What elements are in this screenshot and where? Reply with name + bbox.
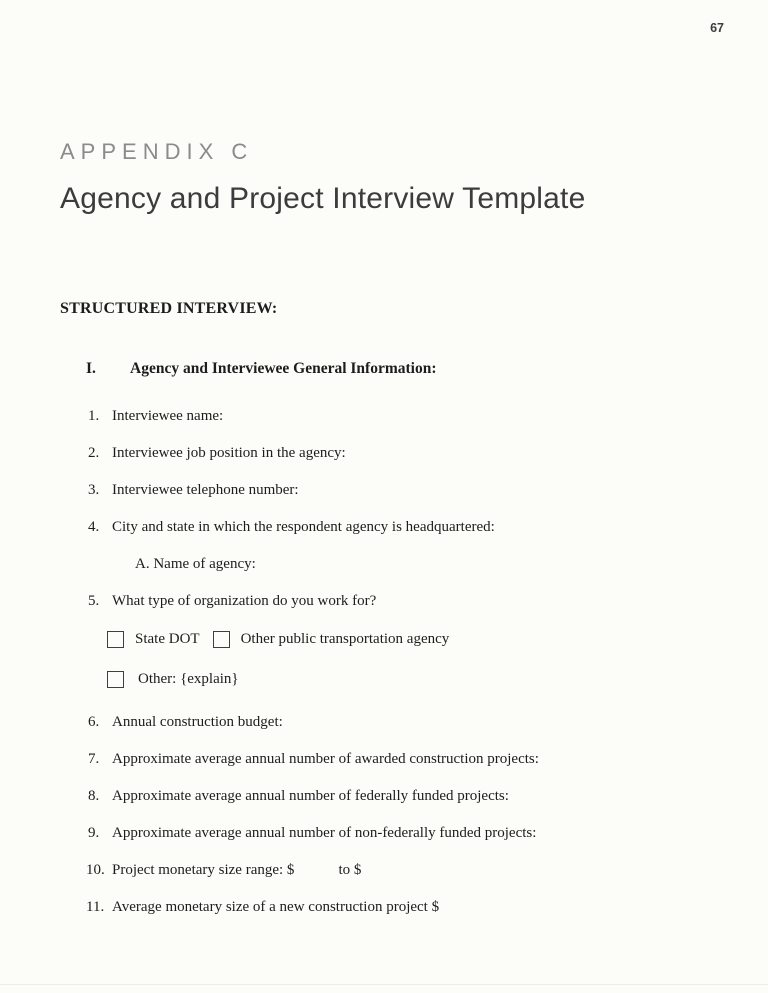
- checkbox-other-icon: [107, 671, 124, 688]
- item-number: 10.: [86, 862, 105, 878]
- item-number: 7.: [88, 751, 100, 767]
- list-item-7: [60, 751, 708, 768]
- item-number: 11.: [86, 899, 105, 915]
- list-item-4: [60, 519, 708, 536]
- item-text-after-blank: to $: [338, 862, 362, 878]
- item-text: Average monetary size of a new construction project $: [112, 899, 440, 915]
- structured-interview-heading: STRUCTURED INTERVIEW:: [60, 300, 278, 317]
- section-title: Agency and Interviewee General Information:: [130, 360, 437, 377]
- list-item-5: [60, 593, 708, 610]
- item-text: What type of organization do you work for?: [112, 593, 377, 609]
- page-title: Agency and Project Interview Template: [60, 182, 586, 215]
- list-item-1: [60, 408, 708, 425]
- list-item-6: [60, 714, 708, 731]
- item-number: 9.: [88, 825, 100, 841]
- item-text-before-blank: Project monetary size range: $: [112, 862, 295, 878]
- checkbox-other-public-agency-icon: [213, 631, 230, 648]
- item-number: 6.: [88, 714, 100, 730]
- list-item-3: [60, 482, 708, 499]
- item-text: Approximate average annual number of awarded construction projects:: [112, 751, 539, 767]
- list-item-9: [60, 825, 708, 842]
- organization-type-checkbox-row: [107, 630, 708, 648]
- item-number: 3.: [88, 482, 100, 498]
- item-text: Annual construction budget:: [112, 714, 283, 730]
- item-text: Approximate average annual number of non-federally funded projects:: [112, 825, 537, 841]
- item-text: Interviewee job position in the agency:: [112, 445, 346, 461]
- appendix-kicker: APPENDIX C: [60, 139, 254, 164]
- item-number: 1.: [88, 408, 100, 424]
- checkbox-label-other-public-agency: Other public transportation agency: [240, 631, 450, 647]
- checkbox-label-other-explain: Other: {explain}: [138, 671, 239, 687]
- sub-item-a: A. Name of agency:: [135, 556, 256, 572]
- item-number: 4.: [88, 519, 100, 535]
- page-number: 67: [710, 21, 724, 35]
- item-text: [112, 862, 361, 879]
- item-text: Interviewee name:: [112, 408, 224, 424]
- list-item-11: [60, 899, 708, 916]
- list-item-2: [60, 445, 708, 462]
- checkbox-state-dot-icon: [107, 631, 124, 648]
- page-bottom-rule: [0, 984, 768, 985]
- list-item-8: [60, 788, 708, 805]
- section-numeral: I.: [86, 360, 96, 377]
- item-text: Interviewee telephone number:: [112, 482, 299, 498]
- list-item-10: [60, 862, 708, 879]
- organization-type-other-checkbox-row: [107, 670, 708, 688]
- item-text: Approximate average annual number of federally funded projects:: [112, 788, 509, 804]
- item-number: 2.: [88, 445, 100, 461]
- section-heading: [86, 360, 708, 377]
- interview-question-list: [60, 408, 708, 916]
- item-text: City and state in which the respondent agency is headquartered:: [112, 519, 495, 535]
- checkbox-label-state-dot: State DOT: [135, 631, 200, 647]
- item-number: 5.: [88, 593, 100, 609]
- item-number: 8.: [88, 788, 100, 804]
